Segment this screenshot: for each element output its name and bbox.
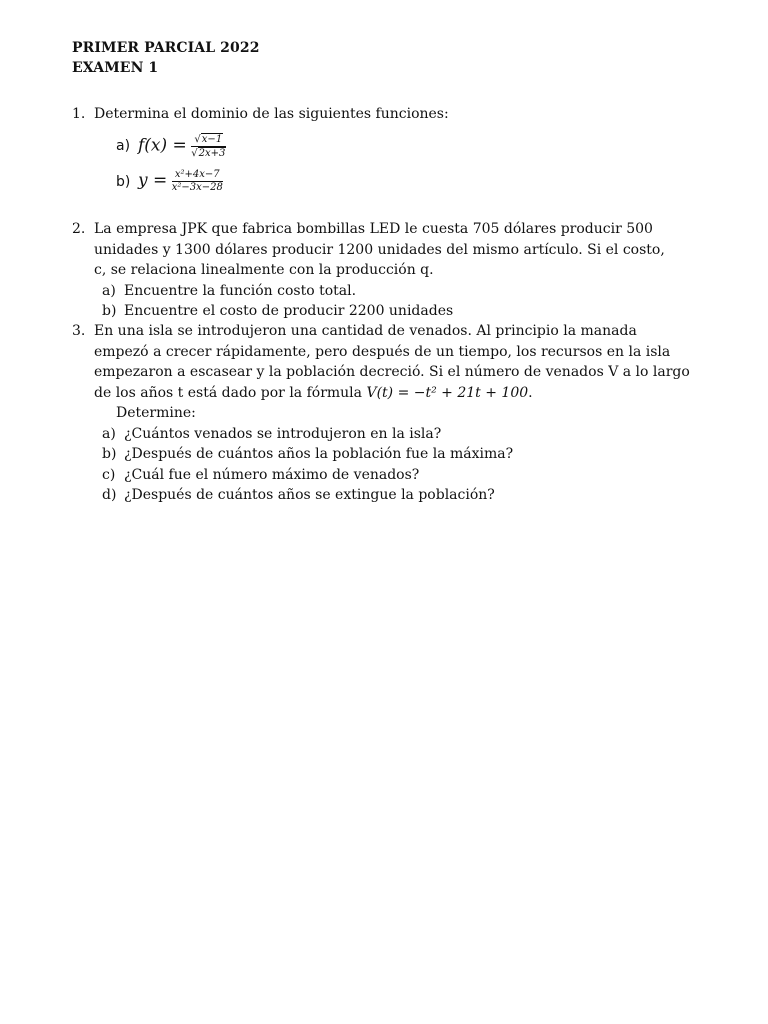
numerator: x²+4x−7: [172, 169, 223, 182]
item-label: b): [116, 174, 131, 190]
item-text: Encuentre la función costo total.: [124, 282, 357, 299]
item-text: ¿Después de cuántos años se extingue la población?: [124, 487, 495, 503]
text-line: empezó a crecer rápidamente, pero después de un tiempo, los recursos en la isla: [94, 343, 671, 360]
item-text: ¿Después de cuántos años la población fue la máxima?: [124, 446, 514, 462]
list-item: [72, 301, 697, 322]
exam-title: PRIMER PARCIAL 2022: [72, 40, 260, 56]
radicand: 2x+3: [198, 148, 226, 159]
list-item: [72, 281, 697, 302]
list-item: [72, 444, 697, 465]
item-text: Encuentre el costo de producir 2200 unidades: [124, 303, 454, 319]
denominator: x²−3x−28: [171, 182, 223, 193]
question-3: [72, 321, 697, 506]
text-line: La empresa JPK que fabrica bombillas LED le cuesta 705 dólares producir 500: [94, 221, 653, 237]
item-label: d): [102, 487, 117, 503]
fraction: [191, 133, 226, 160]
line-end: .: [528, 384, 533, 401]
question-1: [72, 104, 697, 125]
exam-subtitle: EXAMEN 1: [72, 60, 159, 76]
function-lhs: f(x) =: [138, 135, 187, 156]
list-item: [72, 465, 697, 486]
text-line: unidades y 1300 dólares producir 1200 unidades del mismo artículo. Si el costo,: [94, 241, 665, 258]
question-number: 3.: [72, 323, 86, 339]
item-text: ¿Cuál fue el número máximo de venados?: [124, 466, 420, 483]
item-label: b): [102, 446, 117, 462]
item-label: c): [102, 466, 116, 483]
item-label: b): [102, 303, 117, 319]
item-label: a): [116, 138, 131, 154]
text-line: c, se relaciona linealmente con la producción q.: [94, 262, 434, 278]
text-line: [94, 383, 697, 404]
item-text: ¿Cuántos venados se introdujeron en la isla?: [124, 425, 442, 442]
formula: V(t) = −t² + 21t + 100: [366, 384, 529, 401]
list-item: [72, 424, 697, 445]
question-text: [94, 219, 697, 281]
numerator: √x−1: [191, 133, 226, 147]
list-item: [72, 485, 697, 506]
text-line: En una isla se introdujeron una cantidad de venados. Al principio la manada: [94, 323, 637, 339]
line-prefix: de los años t está dado por la fórmula: [94, 384, 367, 401]
text-line: empezaron a escasear y la población decreció. Si el número de venados V a lo largo: [94, 364, 690, 380]
function-lhs: y =: [138, 170, 168, 191]
question-number: 1.: [72, 106, 86, 122]
question-2: [72, 219, 697, 322]
item-label: a): [102, 282, 116, 299]
question-text: Determina el dominio de las siguientes funciones:: [94, 106, 449, 122]
determine-label: Determine:: [116, 405, 196, 421]
fraction: [172, 169, 223, 194]
denominator: √2x+3: [191, 148, 226, 159]
item-label: a): [102, 425, 116, 442]
radicand: x−1: [201, 134, 223, 145]
question-number: 2.: [72, 221, 86, 237]
exam-header: [72, 38, 260, 78]
question-text: [94, 321, 697, 403]
